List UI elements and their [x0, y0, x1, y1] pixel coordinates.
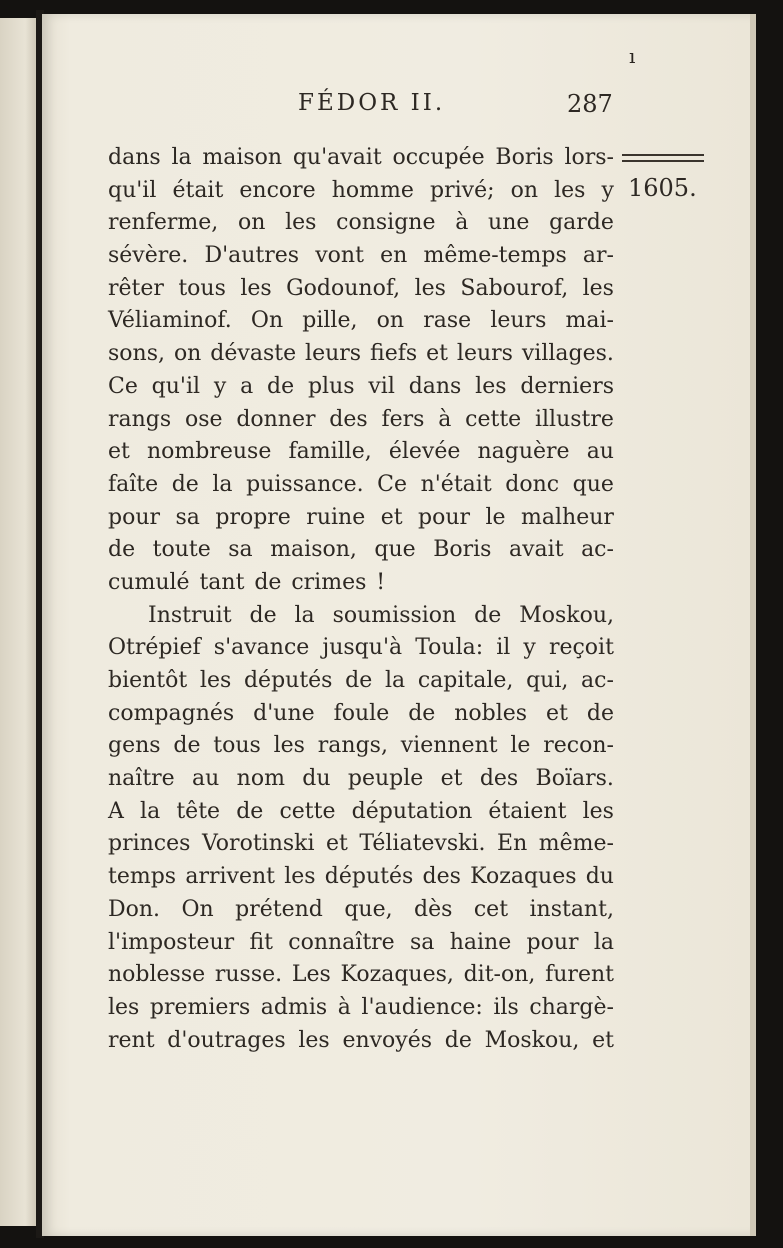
text-line [108, 828, 614, 861]
word: plus [307, 373, 355, 399]
text-line [108, 796, 614, 829]
word: les [199, 668, 232, 693]
word: privé; [430, 177, 495, 203]
text-line [108, 338, 614, 371]
text-line [108, 730, 614, 763]
word: que [374, 537, 416, 563]
word: et [108, 439, 130, 465]
word: de [474, 602, 502, 628]
word: à [337, 994, 351, 1020]
word: arrivent [185, 864, 275, 890]
word: Boris [433, 537, 492, 563]
word: furent [545, 962, 614, 988]
word: que, [344, 896, 393, 922]
word: l'audience: [361, 994, 483, 1020]
word: crimes [291, 569, 367, 595]
text-line [108, 567, 614, 600]
word: avait [509, 537, 564, 563]
word: la [171, 145, 192, 170]
word: cet [473, 896, 509, 922]
word: dans [408, 373, 462, 399]
word: envoyés [342, 1027, 433, 1053]
word: nobles [454, 700, 528, 726]
word: que [572, 471, 614, 497]
word: ac- [581, 537, 614, 563]
word: de [236, 798, 264, 824]
word: d'outrages [167, 1027, 286, 1053]
word: cette [465, 406, 522, 432]
word: sévère. [108, 243, 189, 269]
word: il [496, 635, 511, 661]
word: On [181, 896, 214, 922]
word: cette [279, 798, 336, 824]
word: et [592, 1027, 614, 1053]
word: fiefs [370, 341, 418, 367]
word: le [485, 504, 506, 530]
word: ruine [306, 504, 366, 530]
word: et [546, 700, 568, 726]
word: a [240, 373, 254, 399]
word: Otrépief [108, 635, 201, 661]
word: pour [526, 929, 579, 955]
word: députation [351, 798, 473, 824]
word: rase [423, 308, 472, 334]
word: chargè- [529, 994, 614, 1020]
word: les [108, 994, 140, 1020]
word: maison [202, 145, 283, 170]
word: la [384, 668, 406, 693]
word: Don. [108, 896, 161, 922]
word: consigne [336, 210, 436, 236]
word: rent [108, 1027, 155, 1053]
word: princes [108, 831, 191, 857]
word: encore [239, 177, 316, 203]
word: Téliatevski. [359, 831, 486, 857]
word: sa [175, 504, 200, 530]
word: Moskou, [484, 1027, 580, 1053]
word: famille, [288, 439, 372, 465]
word: au [586, 439, 614, 465]
word: naître [108, 766, 175, 792]
word: même- [538, 831, 614, 857]
word: la [212, 471, 233, 497]
facing-page-edge [0, 18, 36, 1226]
word: la [294, 602, 315, 628]
word: gens [108, 733, 161, 759]
word: n'était [420, 471, 492, 497]
word: foule [333, 700, 390, 726]
word: faîte [108, 471, 159, 497]
word: haine [449, 929, 512, 955]
word: de [249, 602, 277, 628]
word: tant [199, 569, 245, 595]
text-line [108, 992, 614, 1025]
word: ose [184, 406, 223, 432]
word: compagnés [108, 700, 235, 726]
word: élevée [388, 439, 461, 465]
word: même-temps [423, 243, 567, 269]
word: des [422, 864, 461, 890]
word: de [444, 1027, 472, 1053]
word: dit-on, [463, 962, 536, 988]
word: les [582, 275, 614, 301]
word: sons, [108, 341, 165, 367]
word: les [475, 373, 507, 399]
word: sa [228, 537, 253, 563]
word: jusqu'à [322, 635, 403, 661]
word: capitale, [417, 668, 514, 693]
word: peuple [347, 766, 424, 792]
word: on [237, 210, 266, 236]
word: Boïars. [535, 766, 614, 792]
margin-year: 1605. [628, 174, 697, 202]
word: derniers [520, 373, 614, 399]
word: et [380, 504, 403, 530]
word: garde [549, 210, 614, 236]
word: fit [249, 929, 273, 955]
word: de [267, 373, 295, 399]
word: à [455, 210, 469, 236]
word: qui, [526, 668, 569, 693]
word: des [329, 406, 368, 432]
word: leurs [456, 341, 513, 367]
word: du [585, 864, 614, 890]
word: A [108, 798, 124, 824]
text-line [108, 632, 614, 665]
word: connaître [288, 929, 395, 955]
running-title: FÉDOR II. [298, 90, 446, 116]
word: de [254, 569, 282, 595]
word: on [510, 177, 538, 203]
word: Boris [495, 145, 554, 170]
word: admis [260, 994, 328, 1020]
word: ar- [582, 243, 614, 269]
text-line [108, 763, 614, 796]
word: y [213, 373, 227, 399]
word: reçoit [548, 635, 614, 661]
word: députés [324, 864, 414, 890]
word: de [408, 700, 436, 726]
word: qu'avait [292, 145, 382, 170]
word: et [440, 766, 463, 792]
word: de [345, 668, 373, 693]
word: soumission [332, 602, 457, 628]
word: les [240, 275, 272, 301]
word: tête [176, 798, 221, 824]
word: prétend [235, 896, 323, 922]
word: le [510, 733, 531, 759]
word: la [140, 798, 161, 824]
text-line [108, 142, 614, 175]
word: viennent [400, 733, 498, 759]
text-line [108, 436, 614, 469]
word: dès [414, 896, 453, 922]
word: bientôt [108, 668, 188, 693]
word: vil [368, 373, 395, 399]
word: Kozaques [470, 864, 577, 890]
word: nom [236, 766, 285, 792]
word: malheur [521, 504, 614, 530]
word: les [285, 210, 317, 236]
word: des [479, 766, 519, 792]
word: ac- [581, 668, 614, 693]
word: la [593, 929, 614, 955]
word: on [173, 341, 202, 367]
page-edge [750, 14, 756, 1236]
word: sa [410, 929, 435, 955]
text-line [108, 959, 614, 992]
word: de [171, 471, 199, 497]
word: y [523, 635, 536, 661]
word: les [298, 1027, 330, 1053]
word: tous [213, 733, 261, 759]
word: lors- [564, 145, 614, 170]
word: Godounof, [286, 275, 401, 301]
word: était [172, 177, 224, 203]
word: Instruit [148, 602, 232, 628]
word: Les [291, 962, 331, 988]
word: rangs, [317, 733, 388, 759]
text-line [108, 305, 614, 338]
text-line [108, 207, 614, 240]
body-text [108, 142, 614, 1057]
word: leurs [490, 308, 547, 334]
text-line [108, 534, 614, 567]
word: illustre [534, 406, 614, 432]
text-line [108, 861, 614, 894]
text-line [108, 502, 614, 535]
word: Ce [108, 373, 138, 399]
word: dévaste [210, 341, 297, 367]
word: Ce [377, 471, 408, 497]
page-number: 287 [567, 90, 613, 118]
word: s'avance [213, 635, 310, 661]
word: fers [381, 406, 425, 432]
word: on [376, 308, 405, 334]
word: premiers [149, 994, 251, 1020]
text-line [108, 240, 614, 273]
text-line [108, 600, 614, 633]
word: tous [178, 275, 226, 301]
word: dans [108, 145, 161, 170]
word: une [488, 210, 530, 236]
word: les [273, 733, 305, 759]
word: instant, [529, 896, 614, 922]
word: en [380, 243, 408, 269]
word: Moskou, [519, 602, 614, 628]
word: les [414, 275, 446, 301]
word: vont [315, 243, 364, 269]
margin-rule [622, 154, 704, 162]
word: puissance. [246, 471, 364, 497]
word: de [108, 537, 136, 563]
text-line [108, 175, 614, 208]
word: On [250, 308, 284, 334]
word: à [438, 406, 452, 432]
word: qu'il [108, 177, 157, 203]
text-line [108, 1025, 614, 1058]
text-line [108, 273, 614, 306]
word: ils [493, 994, 519, 1020]
word: de [173, 733, 201, 759]
word: de [586, 700, 614, 726]
word: naguère [477, 439, 570, 465]
word: pour [108, 504, 161, 530]
word: y [601, 177, 614, 203]
word: étaient [488, 798, 567, 824]
text-line [108, 469, 614, 502]
text-line [108, 894, 614, 927]
word: rêter [108, 275, 164, 301]
word: et [326, 831, 348, 857]
word: maison, [270, 537, 357, 563]
word: et [426, 341, 448, 367]
word: rangs [108, 406, 172, 432]
word: l'imposteur [108, 929, 235, 955]
margin-mark: ı [629, 44, 636, 68]
word: Sabourof, [460, 275, 569, 301]
word: pour [418, 504, 471, 530]
word: noblesse [108, 962, 206, 988]
word: députés [243, 668, 333, 693]
word: villages. [521, 341, 614, 367]
word: Kozaques, [340, 962, 454, 988]
word: les [554, 177, 586, 203]
word: Vorotinski [201, 831, 315, 857]
word: nombreuse [146, 439, 272, 465]
text-line [108, 698, 614, 731]
word: temps [108, 864, 177, 890]
word: En [497, 831, 528, 857]
word: leurs [305, 341, 362, 367]
word: les [582, 798, 614, 824]
word: cumulé [108, 569, 190, 595]
word: les [284, 864, 316, 890]
word: propre [215, 504, 291, 530]
page-header [0, 90, 783, 130]
text-line [108, 404, 614, 437]
word: occupée [392, 145, 485, 170]
text-line [108, 927, 614, 960]
word: russe. [214, 962, 283, 988]
text-line [108, 665, 614, 698]
word: d'une [253, 700, 315, 726]
word: recon- [543, 733, 614, 759]
word: qu'il [151, 373, 201, 399]
word: ! [376, 569, 386, 595]
word: Véliaminof. [108, 308, 232, 334]
word: toute [152, 537, 211, 563]
word: au [192, 766, 220, 792]
word: du [302, 766, 331, 792]
word: Toula: [415, 635, 484, 661]
text-line [108, 371, 614, 404]
word: D'autres [204, 243, 300, 269]
word: mai- [565, 308, 614, 334]
word: donner [236, 406, 316, 432]
word: renferme, [108, 210, 219, 236]
word: homme [331, 177, 414, 203]
word: donc [505, 471, 560, 497]
word: pille, [302, 308, 358, 334]
